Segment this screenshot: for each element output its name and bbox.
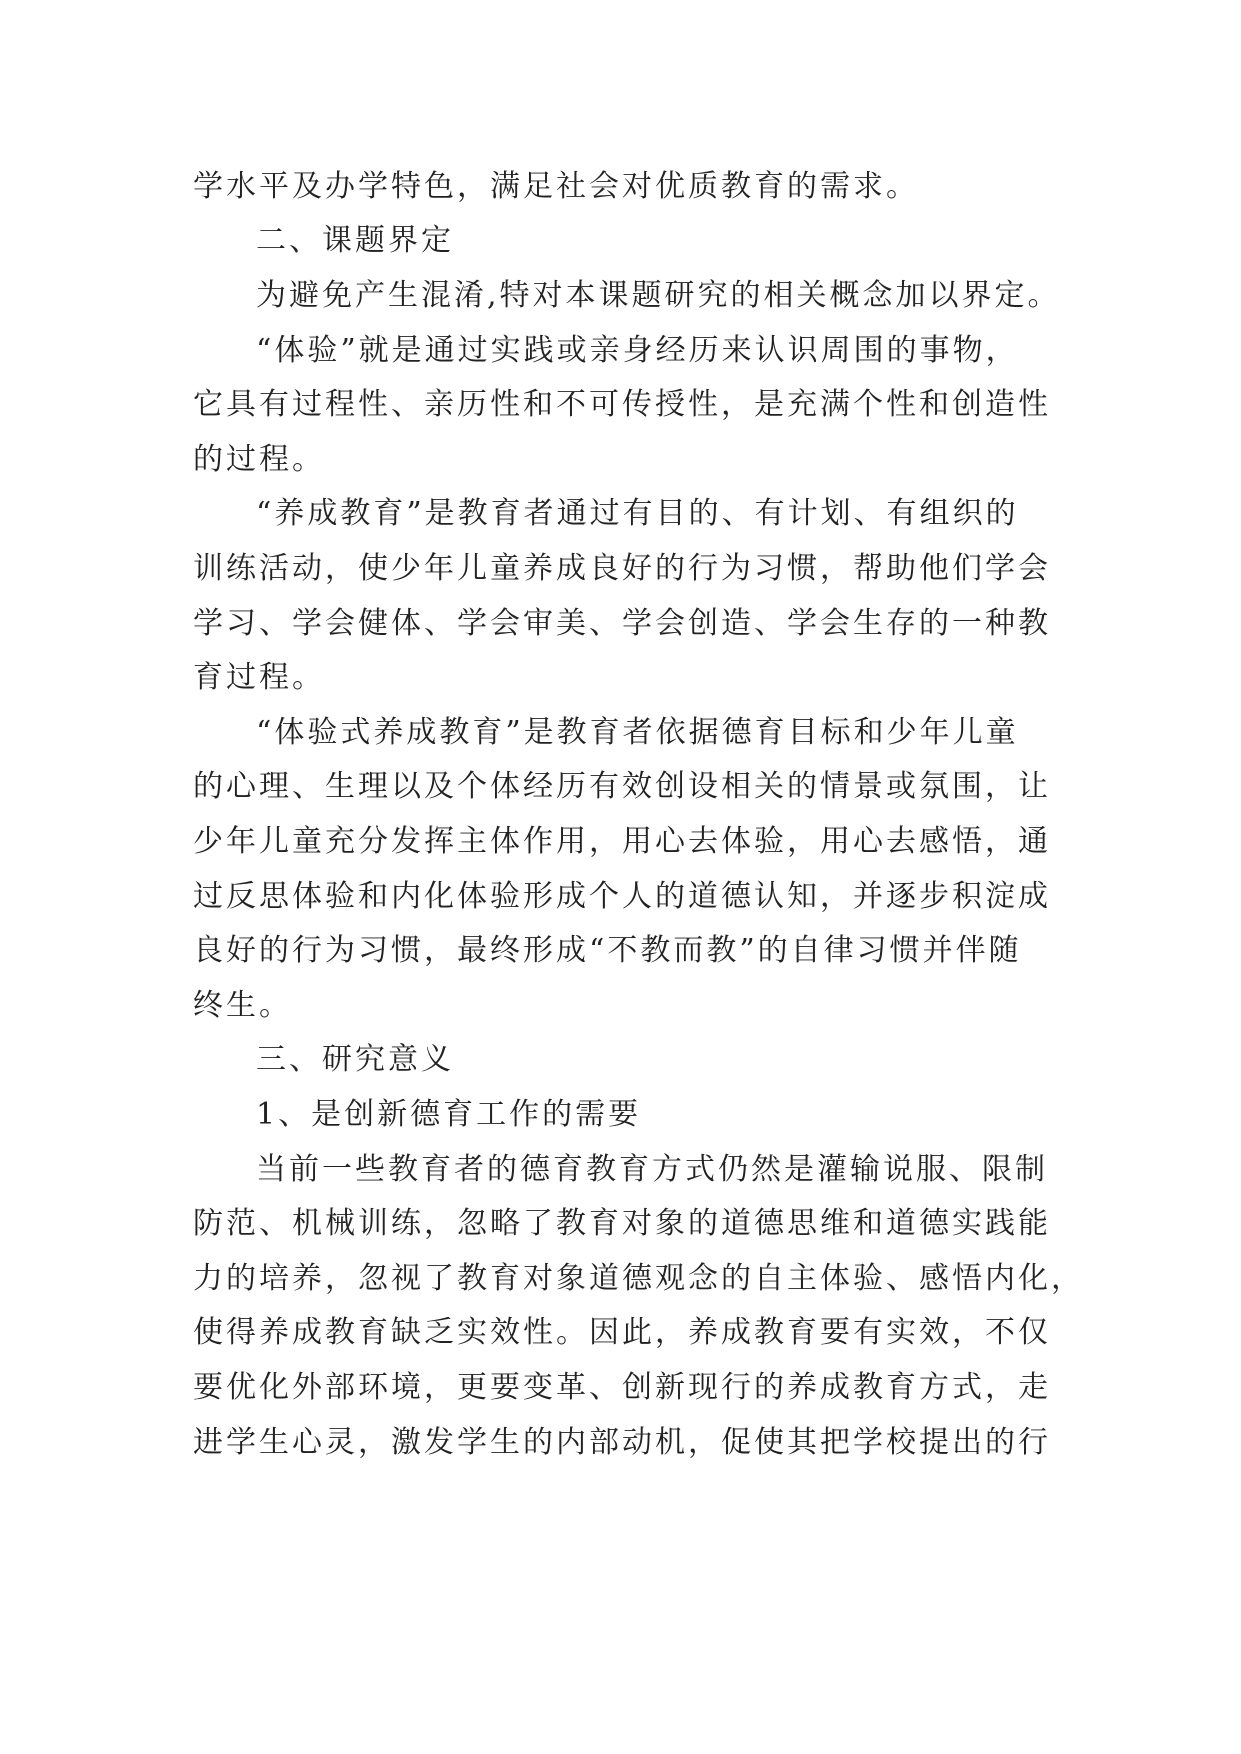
text-line: 育过程。	[193, 660, 325, 695]
section-heading: 二、课题界定	[256, 223, 454, 258]
text-line: 力的培养，忽视了教育对象道德观念的自主体验、感悟内化，	[193, 1261, 1084, 1296]
text-line: 过反思体验和内化体验形成个人的道德认知，并逐步积淀成	[193, 879, 1051, 914]
text-line: 当前一些教育者的德育教育方式仍然是灌输说服、限制	[256, 1152, 1048, 1187]
text-line: “体验”就是通过实践或亲身经历来认识周围的事物，	[256, 333, 1019, 368]
text-line: 的心理、生理以及个体经历有效创设相关的情景或氛围，让	[193, 769, 1051, 804]
text-line: 使得养成教育缺乏实效性。因此，养成教育要有实效，不仅	[193, 1315, 1051, 1350]
text-line: 少年儿童充分发挥主体作用，用心去体验，用心去感悟，通	[193, 824, 1051, 859]
text-line: 良好的行为习惯，最终形成“不教而教”的自律习惯并伴随	[193, 933, 1022, 968]
section-heading: 三、研究意义	[256, 1042, 454, 1077]
text-line: 它具有过程性、亲历性和不可传授性，是充满个性和创造性	[193, 387, 1051, 422]
text-line: 学习、学会健体、学会审美、学会创造、学会生存的一种教	[193, 606, 1051, 641]
text-line: 防范、机械训练，忽略了教育对象的道德思维和道德实践能	[193, 1206, 1051, 1241]
text-line: 终生。	[193, 988, 292, 1023]
text-line: 学水平及办学特色，满足社会对优质教育的需求。	[193, 169, 919, 204]
text-line: “养成教育”是教育者通过有目的、有计划、有组织的	[256, 496, 1019, 531]
text-line: 要优化外部环境，更要变革、创新现行的养成教育方式，走	[193, 1370, 1051, 1405]
text-line: 训练活动，使少年儿童养成良好的行为习惯，帮助他们学会	[193, 551, 1051, 586]
subsection-heading: 1、是创新德育工作的需要	[256, 1097, 642, 1132]
text-line: 进学生心灵，激发学生的内部动机，促使其把学校提出的行	[193, 1425, 1051, 1460]
text-line: 的过程。	[193, 442, 325, 477]
text-line: 为避免产生混淆,特对本课题研究的相关概念加以界定。	[256, 278, 1061, 313]
text-line: “体验式养成教育”是教育者依据德育目标和少年儿童	[256, 715, 1019, 750]
